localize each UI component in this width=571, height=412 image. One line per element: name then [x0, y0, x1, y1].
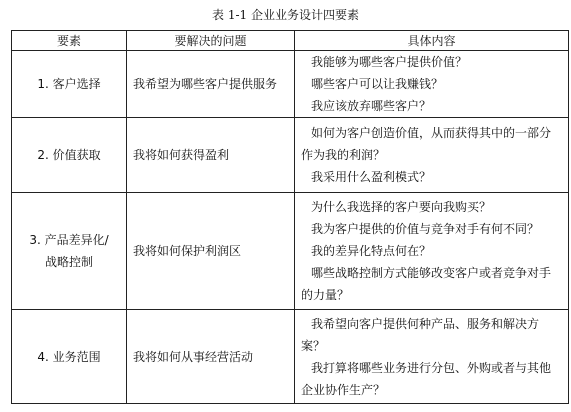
content-cell [295, 310, 569, 404]
header-question: 要解决的问题 [127, 31, 295, 51]
table-row [12, 310, 569, 404]
element-label: 2. 价值获取 [37, 148, 101, 162]
content-line: 我的差异化特点何在？ [311, 244, 432, 258]
table-caption: 表 1-1 企业业务设计四要素 [212, 8, 359, 22]
content-cell [295, 118, 569, 193]
content-line: 我打算将哪些业务进行分包、外购或者与其他企业协作生产？ [301, 360, 552, 397]
content-cell [295, 51, 569, 118]
element-cell [12, 310, 127, 404]
table-row [12, 51, 569, 118]
content-cell [295, 193, 569, 310]
element-label: 1. 客户选择 [37, 77, 101, 91]
table-header-row [12, 31, 569, 51]
header-element: 要素 [12, 31, 127, 51]
question-cell: 我希望为哪些客户提供服务 [127, 51, 295, 118]
header-content: 具体内容 [295, 31, 569, 51]
question-cell: 我将如何保护利润区 [127, 193, 295, 310]
content-line: 我能够为哪些客户提供价值？ [311, 55, 468, 69]
element-cell [12, 51, 127, 118]
content-line: 我希望向客户提供何种产品、服务和解决方案？ [301, 316, 540, 353]
content-line: 如何为客户创造价值，从而获得其中的一部分作为我的利润？ [301, 126, 552, 162]
element-cell [12, 118, 127, 193]
question-cell: 我将如何获得盈利 [127, 118, 295, 193]
content-line: 哪些战略控制方式能够改变客户或者竞争对手的力量？ [301, 266, 552, 302]
question-cell: 我将如何从事经营活动 [127, 310, 295, 404]
business-design-table [11, 30, 569, 404]
element-label-continued: 战略控制 [44, 255, 93, 269]
content-line: 我应该放弃哪些客户？ [311, 99, 432, 113]
content-line: 我采用什么盈利模式？ [311, 170, 432, 184]
content-line: 为什么我选择的客户要向我购买？ [311, 200, 492, 214]
content-line: 我为客户提供的价值与竞争对手有何不同？ [311, 222, 540, 236]
content-line: 哪些客户可以让我赚钱？ [311, 77, 444, 91]
element-label: 4. 业务范围 [37, 349, 101, 364]
table-row [12, 193, 569, 310]
table-row [12, 118, 569, 193]
element-label: 3. 产品差异化/ [29, 233, 109, 247]
element-cell [12, 193, 127, 310]
